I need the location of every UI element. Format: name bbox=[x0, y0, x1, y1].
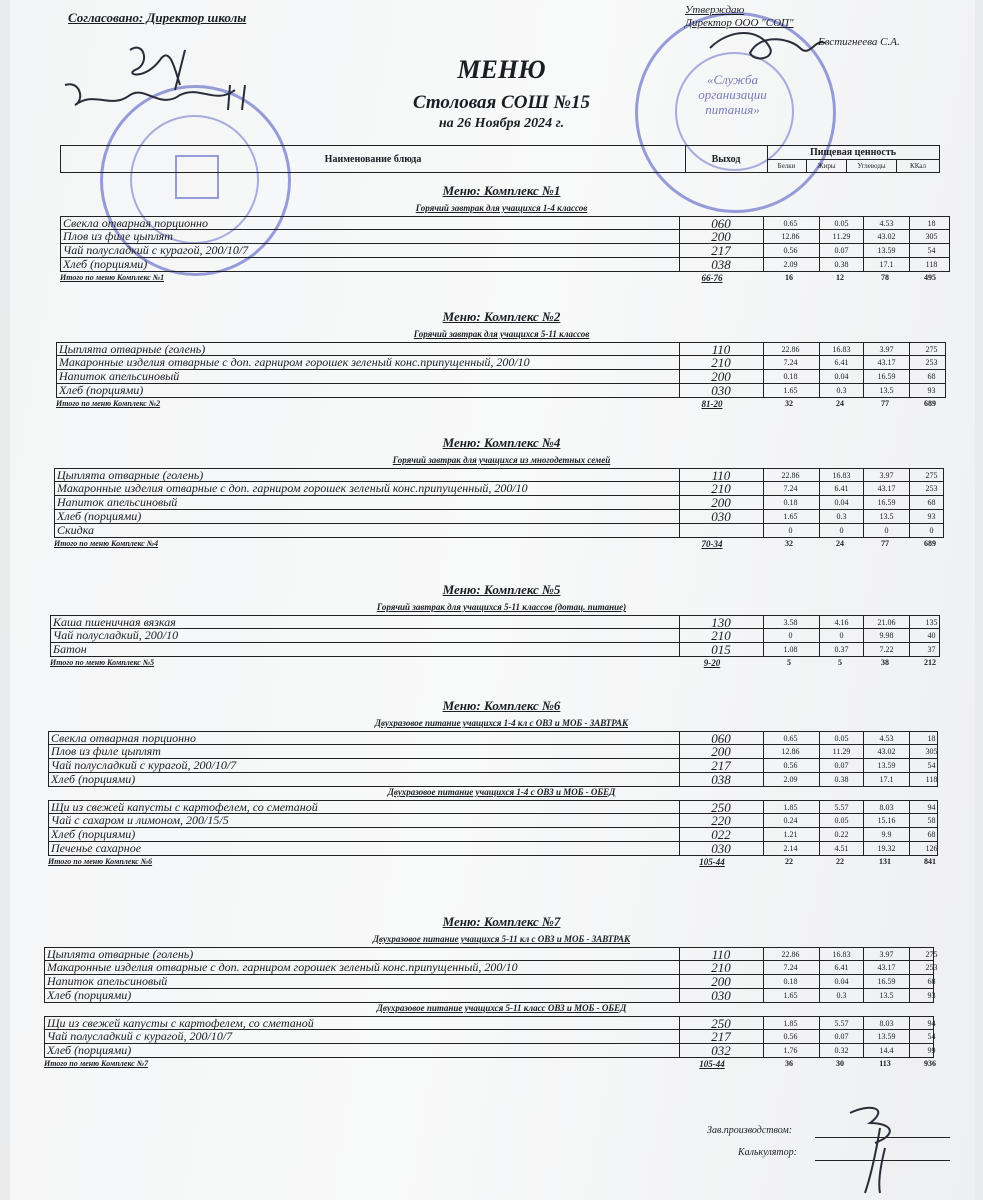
dish-protein: 22.86 bbox=[763, 469, 817, 481]
total-carbs: 113 bbox=[879, 1059, 891, 1068]
dish-name: Каша пшеничная вязкая bbox=[53, 615, 176, 629]
menu-row bbox=[54, 510, 944, 524]
dish-output: 110 bbox=[679, 469, 762, 481]
dish-protein: 1.65 bbox=[763, 384, 817, 397]
col-kcal-header: ККал bbox=[910, 162, 926, 170]
menu-row bbox=[60, 216, 950, 230]
approved-line-1: Утверждаю bbox=[685, 4, 745, 16]
dish-protein: 1.65 bbox=[763, 510, 817, 523]
dish-kcal: 40 bbox=[909, 629, 953, 642]
dish-protein: 1.08 bbox=[763, 643, 817, 656]
total-output: 105-44 bbox=[699, 1059, 725, 1069]
dish-kcal: 54 bbox=[909, 244, 953, 257]
section-subtitle: Горячий завтрак для учащихся 5-11 классов bbox=[413, 329, 590, 339]
dish-kcal: 68 bbox=[909, 370, 953, 383]
dish-protein: 2.14 bbox=[763, 842, 817, 855]
dish-fat: 0.32 bbox=[819, 1044, 863, 1057]
dish-output: 250 bbox=[679, 801, 762, 813]
dish-output: 250 bbox=[679, 1017, 762, 1029]
total-protein: 36 bbox=[785, 1059, 793, 1068]
dish-carbs: 21.06 bbox=[863, 616, 909, 628]
production-signature bbox=[830, 1098, 920, 1198]
dish-output: 210 bbox=[679, 629, 762, 642]
dish-name: Чай полусладкий с курагой, 200/10/7 bbox=[63, 243, 249, 257]
dish-fat: 0.05 bbox=[819, 814, 863, 827]
dish-fat: 0.22 bbox=[819, 828, 863, 841]
menu-row bbox=[48, 759, 938, 773]
col-nutrition-header: Пищевая ценность bbox=[767, 146, 939, 160]
total-fat: 22 bbox=[836, 857, 844, 866]
dish-kcal: 275 bbox=[909, 343, 953, 355]
dish-output: 060 bbox=[679, 217, 762, 229]
total-label: Итого по меню Комплекс №2 bbox=[56, 399, 161, 408]
dish-fat: 6.41 bbox=[819, 482, 863, 495]
dish-kcal: 253 bbox=[909, 356, 953, 369]
section-title: Меню: Комплекс №2 bbox=[442, 309, 561, 324]
dish-name: Макаронные изделия отварные с доп. гарниром горошек зеленый конс.припущенный, 200/10 bbox=[47, 960, 518, 974]
dish-protein: 0.65 bbox=[763, 217, 817, 229]
total-kcal: 689 bbox=[924, 539, 936, 548]
menu-row bbox=[48, 800, 938, 814]
dish-fat: 4.51 bbox=[819, 842, 863, 855]
dish-name: Хлеб (порциями) bbox=[63, 257, 148, 271]
dish-protein: 0.56 bbox=[763, 759, 817, 772]
menu-row bbox=[48, 731, 938, 745]
total-fat: 24 bbox=[836, 539, 844, 548]
dish-kcal: 118 bbox=[909, 258, 953, 271]
dish-carbs: 13.59 bbox=[863, 244, 909, 257]
menu-row bbox=[54, 496, 944, 510]
dish-name: Хлеб (порциями) bbox=[51, 827, 136, 841]
dish-protein: 12.86 bbox=[763, 230, 817, 243]
menu-row bbox=[56, 342, 946, 356]
calculator-label: Калькулятор: bbox=[738, 1147, 797, 1158]
total-carbs: 78 bbox=[881, 273, 889, 282]
dish-carbs: 13.59 bbox=[863, 1030, 909, 1043]
dish-kcal: 54 bbox=[909, 759, 953, 772]
total-fat: 30 bbox=[836, 1059, 844, 1068]
dish-output: 200 bbox=[679, 230, 762, 243]
dish-kcal: 93 bbox=[909, 989, 953, 1002]
approved-line-2: Директор ООО "СОП" bbox=[685, 17, 794, 29]
col-name-header: Наименование блюда bbox=[61, 146, 686, 172]
total-fat: 12 bbox=[836, 273, 844, 282]
col-carbs-header: Углеводы bbox=[847, 160, 897, 172]
dish-carbs: 43.17 bbox=[863, 961, 909, 974]
dish-output bbox=[679, 524, 762, 537]
dish-carbs: 17.1 bbox=[863, 773, 909, 786]
col-protein-header: Белки bbox=[767, 160, 807, 172]
dish-name: Свекла отварная порционно bbox=[63, 216, 209, 230]
dish-output: 030 bbox=[679, 842, 762, 855]
dish-output: 200 bbox=[679, 370, 762, 383]
menu-row bbox=[44, 960, 938, 975]
dish-name: Хлеб (порциями) bbox=[47, 988, 132, 1002]
dish-protein: 7.24 bbox=[763, 482, 817, 495]
dish-protein: 22.86 bbox=[763, 343, 817, 355]
dish-protein: 0.18 bbox=[763, 370, 817, 383]
dish-kcal: 58 bbox=[909, 814, 953, 827]
total-output: 66-76 bbox=[701, 273, 723, 283]
dish-protein: 1.85 bbox=[763, 801, 817, 813]
dish-protein: 0.18 bbox=[763, 975, 817, 988]
dish-protein: 12.86 bbox=[763, 745, 817, 758]
section-title: Меню: Комплекс №4 bbox=[442, 435, 561, 450]
dish-name: Макаронные изделия отварные с доп. гарниром горошек зеленый конс.припущенный, 200/10 bbox=[57, 481, 528, 495]
total-kcal: 936 bbox=[924, 1059, 936, 1068]
dish-kcal: 135 bbox=[909, 616, 953, 628]
section-subtitle: Горячий завтрак для учащихся из многодетных семей bbox=[392, 455, 611, 465]
dish-protein: 7.24 bbox=[763, 356, 817, 369]
dish-fat: 0 bbox=[819, 524, 863, 537]
dish-protein: 0 bbox=[763, 629, 817, 642]
total-fat: 24 bbox=[836, 399, 844, 408]
total-label: Итого по меню Комплекс №1 bbox=[60, 273, 165, 282]
dish-kcal: 54 bbox=[909, 1030, 953, 1043]
menu-row bbox=[50, 615, 940, 629]
menu-row bbox=[44, 1030, 934, 1044]
dish-fat: 0.04 bbox=[819, 975, 863, 988]
menu-row bbox=[44, 975, 934, 989]
page-title: МЕНЮ bbox=[457, 55, 546, 84]
dish-name: Цыплята отварные (голень) bbox=[57, 468, 204, 482]
dish-kcal: 0 bbox=[909, 524, 953, 537]
canteen-title: Столовая СОШ №15 bbox=[412, 92, 591, 113]
total-carbs: 77 bbox=[881, 539, 889, 548]
dish-fat: 0.05 bbox=[819, 217, 863, 229]
dish-output: 032 bbox=[679, 1044, 762, 1057]
dish-kcal: 93 bbox=[909, 510, 953, 523]
dish-kcal: 99 bbox=[909, 1044, 953, 1057]
dish-carbs: 16.59 bbox=[863, 370, 909, 383]
dish-name: Хлеб (порциями) bbox=[59, 383, 144, 397]
dish-output: 130 bbox=[679, 616, 762, 628]
menu-total-row bbox=[60, 273, 950, 285]
dish-fat: 0.07 bbox=[819, 759, 863, 772]
dish-name: Цыплята отварные (голень) bbox=[47, 947, 194, 961]
dish-name: Чай полусладкий с курагой, 200/10/7 bbox=[51, 758, 237, 772]
section-subtitle: Двухразовое питание учащихся 1-4 кл с ОВЗ и МОБ - ЗАВТРАК bbox=[374, 718, 629, 728]
section-subtitle: Двухразовое питание учащихся 5-11 кл с ОВЗ и МОБ - ЗАВТРАК bbox=[372, 934, 631, 944]
menu-total-row bbox=[54, 539, 944, 551]
dish-name: Щи из свежей капусты с картофелем, со сметаной bbox=[47, 1016, 314, 1030]
menu-row bbox=[44, 1044, 934, 1058]
dish-output: 217 bbox=[679, 244, 762, 257]
dish-carbs: 3.97 bbox=[863, 948, 909, 960]
dish-carbs: 43.17 bbox=[863, 482, 909, 495]
menu-date: на 26 Ноября 2024 г. bbox=[438, 116, 565, 131]
dish-fat: 0.3 bbox=[819, 384, 863, 397]
dish-protein: 2.09 bbox=[763, 258, 817, 271]
dish-fat: 4.16 bbox=[819, 616, 863, 628]
menu-row bbox=[60, 258, 950, 272]
dish-kcal: 37 bbox=[909, 643, 953, 656]
total-output: 81-20 bbox=[701, 399, 723, 409]
dish-output: 210 bbox=[679, 356, 762, 369]
dish-carbs: 43.02 bbox=[863, 745, 909, 758]
section-subtitle: Двухразовое питание учащихся 5-11 класс ОВЗ и МОБ - ОБЕД bbox=[376, 1003, 627, 1013]
dish-output: 030 bbox=[679, 989, 762, 1002]
dish-kcal: 18 bbox=[909, 217, 953, 229]
dish-output: 210 bbox=[679, 961, 762, 974]
dish-protein: 1.65 bbox=[763, 989, 817, 1002]
total-carbs: 38 bbox=[881, 658, 889, 667]
dish-name: Свекла отварная порционно bbox=[51, 731, 197, 745]
dish-protein: 22.86 bbox=[763, 948, 817, 960]
dish-carbs: 4.53 bbox=[863, 217, 909, 229]
dish-output: 110 bbox=[679, 948, 762, 960]
dish-output: 217 bbox=[679, 1030, 762, 1043]
menu-sheet bbox=[10, 0, 975, 1200]
dish-fat: 6.41 bbox=[819, 356, 863, 369]
dish-carbs: 17.1 bbox=[863, 258, 909, 271]
total-protein: 22 bbox=[785, 857, 793, 866]
dish-kcal: 253 bbox=[909, 482, 953, 495]
total-kcal: 689 bbox=[924, 399, 936, 408]
dish-name: Плов из филе цыплят bbox=[51, 744, 161, 758]
total-protein: 16 bbox=[785, 273, 793, 282]
dish-name: Напиток апельсиновый bbox=[47, 974, 168, 988]
dish-protein: 0 bbox=[763, 524, 817, 537]
dish-name: Чай полусладкий с курагой, 200/10/7 bbox=[47, 1029, 233, 1043]
dish-output: 015 bbox=[679, 643, 762, 656]
menu-row bbox=[54, 468, 944, 482]
menu-row bbox=[50, 643, 940, 657]
dish-fat: 0.07 bbox=[819, 1030, 863, 1043]
dish-output: 022 bbox=[679, 828, 762, 841]
menu-row bbox=[44, 1016, 934, 1030]
dish-protein: 0.56 bbox=[763, 244, 817, 257]
dish-protein: 1.21 bbox=[763, 828, 817, 841]
dish-kcal: 253 bbox=[909, 961, 953, 974]
company-stamp-text: «Служба организации питания» bbox=[698, 72, 767, 117]
menu-total-row bbox=[48, 857, 938, 869]
dish-carbs: 4.53 bbox=[863, 732, 909, 744]
dish-carbs: 0 bbox=[863, 524, 909, 537]
menu-row bbox=[44, 989, 934, 1003]
dish-fat: 0.38 bbox=[819, 258, 863, 271]
dish-name: Чай с сахаром и лимоном, 200/15/5 bbox=[51, 813, 229, 827]
dish-fat: 11.29 bbox=[819, 230, 863, 243]
dish-name: Хлеб (порциями) bbox=[51, 772, 136, 786]
menu-row bbox=[56, 370, 946, 384]
dish-kcal: 68 bbox=[909, 975, 953, 988]
dish-carbs: 43.17 bbox=[863, 356, 909, 369]
dish-fat: 0.07 bbox=[819, 244, 863, 257]
dish-carbs: 13.59 bbox=[863, 759, 909, 772]
production-head-label: Зав.производством: bbox=[707, 1125, 793, 1136]
dish-kcal: 94 bbox=[909, 801, 953, 813]
dish-protein: 1.85 bbox=[763, 1017, 817, 1029]
dish-carbs: 13.5 bbox=[863, 384, 909, 397]
dish-kcal: 18 bbox=[909, 732, 953, 744]
dish-protein: 3.58 bbox=[763, 616, 817, 628]
dish-fat: 0.38 bbox=[819, 773, 863, 786]
dish-fat: 0.04 bbox=[819, 370, 863, 383]
section-subtitle: Горячий завтрак для учащихся 5-11 классов (дотац. питание) bbox=[376, 602, 627, 612]
dish-carbs: 3.97 bbox=[863, 343, 909, 355]
dish-carbs: 19.32 bbox=[863, 842, 909, 855]
dish-fat: 16.83 bbox=[819, 948, 863, 960]
dish-fat: 5.57 bbox=[819, 1017, 863, 1029]
dish-output: 038 bbox=[679, 773, 762, 786]
dish-output: 200 bbox=[679, 496, 762, 509]
dish-fat: 6.41 bbox=[819, 961, 863, 974]
dish-carbs: 7.22 bbox=[863, 643, 909, 656]
menu-row bbox=[48, 828, 938, 842]
dish-output: 038 bbox=[679, 258, 762, 271]
dish-name: Макаронные изделия отварные с доп. гарниром горошек зеленый конс.припущенный, 200/10 bbox=[59, 355, 530, 369]
dish-kcal: 68 bbox=[909, 828, 953, 841]
menu-row bbox=[48, 842, 938, 856]
total-carbs: 131 bbox=[879, 857, 891, 866]
dish-name: Батон bbox=[53, 642, 87, 656]
dish-output: 217 bbox=[679, 759, 762, 772]
col-output-header: Выход bbox=[685, 146, 768, 172]
dish-kcal: 93 bbox=[909, 384, 953, 397]
dish-fat: 0.37 bbox=[819, 643, 863, 656]
section-title: Меню: Комплекс №6 bbox=[442, 698, 561, 713]
dish-protein: 2.09 bbox=[763, 773, 817, 786]
dish-fat: 0.3 bbox=[819, 989, 863, 1002]
approved-by-name: Евстигнеева С.А. bbox=[818, 36, 900, 48]
dish-carbs: 13.5 bbox=[863, 510, 909, 523]
total-protein: 32 bbox=[785, 539, 793, 548]
menu-row bbox=[54, 482, 944, 496]
dish-fat: 16.83 bbox=[819, 343, 863, 355]
dish-carbs: 8.03 bbox=[863, 1017, 909, 1029]
total-kcal: 212 bbox=[924, 658, 936, 667]
total-protein: 5 bbox=[787, 658, 791, 667]
dish-name: Хлеб (порциями) bbox=[47, 1043, 132, 1057]
menu-row bbox=[54, 524, 944, 538]
dish-name: Чай полусладкий, 200/10 bbox=[53, 628, 179, 642]
menu-row bbox=[48, 814, 938, 828]
dish-protein: 0.24 bbox=[763, 814, 817, 827]
menu-total-row bbox=[44, 1059, 934, 1071]
dish-protein: 1.76 bbox=[763, 1044, 817, 1057]
dish-fat: 0 bbox=[819, 629, 863, 642]
menu-row bbox=[48, 745, 938, 759]
total-output: 70-34 bbox=[701, 539, 723, 549]
total-kcal: 841 bbox=[924, 857, 936, 866]
menu-row bbox=[44, 947, 938, 962]
total-protein: 32 bbox=[785, 399, 793, 408]
total-output: 105-44 bbox=[699, 857, 725, 867]
dish-fat: 0.05 bbox=[819, 732, 863, 744]
dish-name: Напиток апельсиновый bbox=[57, 495, 178, 509]
approved-by-school: Согласовано: Директор школы bbox=[68, 10, 247, 25]
dish-output: 210 bbox=[679, 482, 762, 495]
dish-fat: 0.04 bbox=[819, 496, 863, 509]
menu-row bbox=[60, 244, 950, 258]
dish-protein: 0.18 bbox=[763, 496, 817, 509]
section-subtitle: Горячий завтрак для учащихся 1-4 классов bbox=[415, 203, 588, 213]
approved-by-company bbox=[685, 4, 794, 30]
dish-output: 220 bbox=[679, 814, 762, 827]
dish-kcal: 94 bbox=[909, 1017, 953, 1029]
dish-carbs: 9.9 bbox=[863, 828, 909, 841]
total-carbs: 77 bbox=[881, 399, 889, 408]
dish-carbs: 16.59 bbox=[863, 496, 909, 509]
dish-kcal: 305 bbox=[909, 230, 953, 243]
dish-kcal: 68 bbox=[909, 496, 953, 509]
section-title: Меню: Комплекс №7 bbox=[442, 914, 561, 929]
total-label: Итого по меню Комплекс №6 bbox=[48, 857, 153, 866]
menu-row bbox=[50, 629, 940, 643]
column-header bbox=[60, 145, 940, 173]
dish-name: Цыплята отварные (голень) bbox=[59, 342, 206, 356]
total-output: 9-20 bbox=[703, 658, 721, 668]
dish-carbs: 9.98 bbox=[863, 629, 909, 642]
dish-name: Хлеб (порциями) bbox=[57, 509, 142, 523]
dish-carbs: 15.16 bbox=[863, 814, 909, 827]
dish-fat: 16.83 bbox=[819, 469, 863, 481]
dish-fat: 5.57 bbox=[819, 801, 863, 813]
dish-output: 030 bbox=[679, 510, 762, 523]
dish-carbs: 3.97 bbox=[863, 469, 909, 481]
total-fat: 5 bbox=[838, 658, 842, 667]
dish-output: 060 bbox=[679, 732, 762, 744]
dish-output: 110 bbox=[679, 343, 762, 355]
dish-carbs: 8.03 bbox=[863, 801, 909, 813]
dish-name: Печенье сахарное bbox=[51, 841, 142, 855]
col-fat-header: Жиры bbox=[807, 160, 847, 172]
dish-fat: 11.29 bbox=[819, 745, 863, 758]
dish-kcal: 275 bbox=[909, 948, 953, 960]
dish-protein: 7.24 bbox=[763, 961, 817, 974]
section-title: Меню: Комплекс №1 bbox=[442, 183, 561, 198]
total-kcal: 495 bbox=[924, 273, 936, 282]
section-title: Меню: Комплекс №5 bbox=[442, 582, 561, 597]
dish-kcal: 118 bbox=[909, 773, 953, 786]
menu-row bbox=[60, 230, 950, 244]
dish-protein: 0.65 bbox=[763, 732, 817, 744]
total-label: Итого по меню Комплекс №7 bbox=[44, 1059, 149, 1068]
dish-output: 030 bbox=[679, 384, 762, 397]
menu-row bbox=[56, 356, 946, 370]
total-label: Итого по меню Комплекс №5 bbox=[50, 658, 155, 667]
menu-total-row bbox=[56, 399, 946, 411]
dish-carbs: 16.59 bbox=[863, 975, 909, 988]
menu-row bbox=[48, 773, 938, 787]
menu-total-row bbox=[50, 658, 940, 670]
dish-name: Скидка bbox=[57, 523, 95, 537]
menu-row bbox=[56, 384, 946, 398]
dish-output: 200 bbox=[679, 975, 762, 988]
dish-kcal: 305 bbox=[909, 745, 953, 758]
dish-name: Напиток апельсиновый bbox=[59, 369, 180, 383]
dish-kcal: 126 bbox=[909, 842, 953, 855]
dish-carbs: 14.4 bbox=[863, 1044, 909, 1057]
dish-name: Плов из филе цыплят bbox=[63, 229, 173, 243]
dish-output: 200 bbox=[679, 745, 762, 758]
dish-carbs: 13.5 bbox=[863, 989, 909, 1002]
dish-name: Щи из свежей капусты с картофелем, со сметаной bbox=[51, 800, 318, 814]
dish-kcal: 275 bbox=[909, 469, 953, 481]
section-subtitle: Двухразовое питание учащихся 1-4 с ОВЗ и МОБ - ОБЕД bbox=[387, 787, 616, 797]
dish-carbs: 43.02 bbox=[863, 230, 909, 243]
dish-protein: 0.56 bbox=[763, 1030, 817, 1043]
dish-fat: 0.3 bbox=[819, 510, 863, 523]
total-label: Итого по меню Комплекс №4 bbox=[54, 539, 159, 548]
